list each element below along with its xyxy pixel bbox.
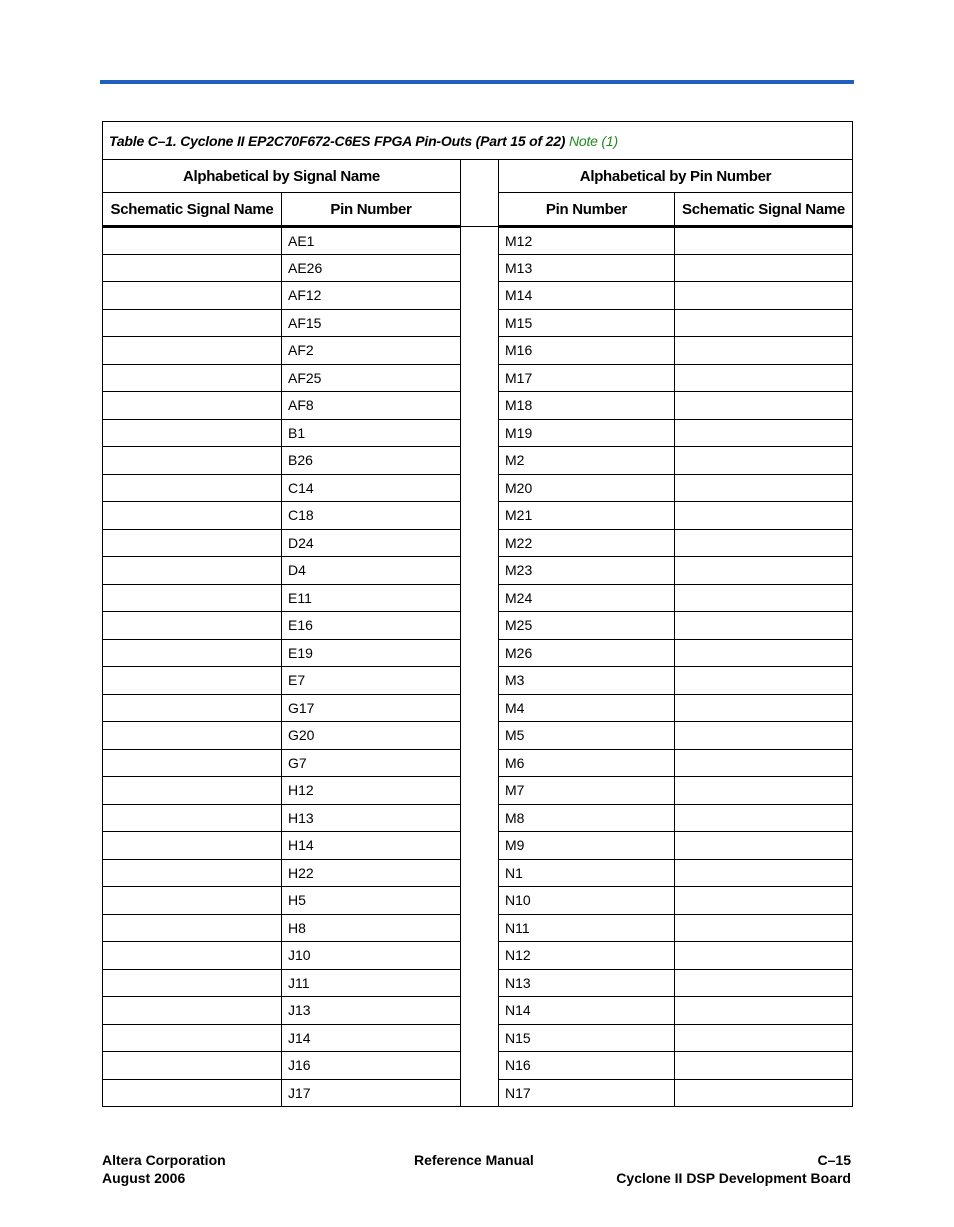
footer-board-name: Cyclone II DSP Development Board [616, 1170, 851, 1186]
right-signal-cell [675, 474, 853, 502]
pinout-table [102, 121, 853, 1107]
right-signal-cell [675, 722, 853, 750]
left-signal-cell [103, 969, 282, 997]
right-pin-cell: M22 [499, 529, 675, 557]
left-signal-cell [103, 364, 282, 392]
right-signal-cell [675, 1052, 853, 1080]
right-signal-cell [675, 502, 853, 530]
right-signal-cell [675, 282, 853, 310]
left-signal-cell [103, 447, 282, 475]
right-pin-cell: M19 [499, 419, 675, 447]
left-pin-cell: H12 [282, 777, 461, 805]
left-pin-cell: D4 [282, 557, 461, 585]
left-pin-cell: E19 [282, 639, 461, 667]
right-signal-cell [675, 749, 853, 777]
left-signal-cell [103, 254, 282, 282]
footer-company: Altera Corporation [102, 1152, 226, 1168]
left-pin-cell: D24 [282, 529, 461, 557]
col-right-signal-name: Schematic Signal Name [675, 193, 853, 227]
left-pin-cell: B1 [282, 419, 461, 447]
right-signal-cell [675, 584, 853, 612]
right-signal-cell [675, 364, 853, 392]
left-pin-cell: J14 [282, 1024, 461, 1052]
right-signal-cell [675, 337, 853, 365]
right-signal-cell [675, 1079, 853, 1107]
left-signal-cell [103, 722, 282, 750]
left-signal-cell [103, 309, 282, 337]
col-right-pin-number: Pin Number [499, 193, 675, 227]
right-signal-cell [675, 997, 853, 1025]
right-signal-cell [675, 667, 853, 695]
right-pin-cell: M4 [499, 694, 675, 722]
right-pin-cell: M23 [499, 557, 675, 585]
left-signal-cell [103, 859, 282, 887]
right-signal-cell [675, 942, 853, 970]
left-signal-cell [103, 694, 282, 722]
right-signal-cell [675, 254, 853, 282]
right-signal-cell [675, 557, 853, 585]
right-pin-cell: M8 [499, 804, 675, 832]
right-signal-cell [675, 309, 853, 337]
left-pin-cell: E7 [282, 667, 461, 695]
left-signal-cell [103, 557, 282, 585]
left-signal-cell [103, 914, 282, 942]
header-rule [100, 80, 854, 84]
right-pin-cell: N15 [499, 1024, 675, 1052]
right-pin-cell: M2 [499, 447, 675, 475]
right-signal-cell [675, 529, 853, 557]
left-pin-cell: AF2 [282, 337, 461, 365]
left-signal-cell [103, 1052, 282, 1080]
left-pin-cell: J17 [282, 1079, 461, 1107]
right-signal-cell [675, 694, 853, 722]
right-signal-cell [675, 859, 853, 887]
left-pin-cell: E11 [282, 584, 461, 612]
right-pin-cell: N12 [499, 942, 675, 970]
right-signal-cell [675, 777, 853, 805]
left-signal-cell [103, 474, 282, 502]
right-pin-cell: N13 [499, 969, 675, 997]
right-pin-cell: M7 [499, 777, 675, 805]
right-pin-cell: M18 [499, 392, 675, 420]
left-signal-cell [103, 584, 282, 612]
footer-left [102, 1151, 226, 1187]
right-pin-cell: M14 [499, 282, 675, 310]
left-pin-cell: AF25 [282, 364, 461, 392]
right-signal-cell [675, 639, 853, 667]
right-pin-cell: M24 [499, 584, 675, 612]
left-signal-cell [103, 749, 282, 777]
left-pin-cell: H14 [282, 832, 461, 860]
left-pin-cell: J10 [282, 942, 461, 970]
left-pin-cell: H5 [282, 887, 461, 915]
table-title: Table C–1. Cyclone II EP2C70F672-C6ES FPGA Pin-Outs (Part 15 of 22) [109, 132, 566, 149]
left-pin-cell: G17 [282, 694, 461, 722]
left-pin-cell: C14 [282, 474, 461, 502]
left-pin-cell: AF12 [282, 282, 461, 310]
left-pin-cell: J11 [282, 969, 461, 997]
right-pin-cell: N14 [499, 997, 675, 1025]
table-note-link[interactable]: Note (1) [568, 132, 618, 149]
right-pin-cell: M20 [499, 474, 675, 502]
left-signal-cell [103, 419, 282, 447]
left-signal-cell [103, 639, 282, 667]
right-pin-cell: N1 [499, 859, 675, 887]
right-pin-cell: M17 [499, 364, 675, 392]
left-pin-cell: G20 [282, 722, 461, 750]
right-pin-cell: M5 [499, 722, 675, 750]
right-pin-cell: N17 [499, 1079, 675, 1107]
table-caption [103, 122, 853, 160]
right-pin-cell: M12 [499, 227, 675, 255]
right-pin-cell: M6 [499, 749, 675, 777]
column-gap [461, 227, 499, 1107]
left-signal-cell [103, 337, 282, 365]
footer-manual: Reference Manual [414, 1152, 534, 1168]
table-caption-row [103, 122, 853, 160]
right-pin-cell: M3 [499, 667, 675, 695]
footer-center [414, 1151, 534, 1169]
footer-page-number: C–15 [817, 1152, 851, 1168]
left-pin-cell: AF8 [282, 392, 461, 420]
table-row [103, 227, 853, 255]
left-signal-cell [103, 392, 282, 420]
right-signal-cell [675, 419, 853, 447]
left-pin-cell: J13 [282, 997, 461, 1025]
left-signal-cell [103, 942, 282, 970]
right-pin-cell: M15 [499, 309, 675, 337]
column-gap [461, 160, 499, 227]
right-signal-cell [675, 969, 853, 997]
left-signal-cell [103, 887, 282, 915]
left-signal-cell [103, 227, 282, 255]
footer-date: August 2006 [102, 1170, 186, 1186]
left-pin-cell: C18 [282, 502, 461, 530]
right-pin-cell: M21 [499, 502, 675, 530]
left-signal-cell [103, 529, 282, 557]
left-signal-cell [103, 612, 282, 640]
right-pin-cell: M25 [499, 612, 675, 640]
right-signal-cell [675, 887, 853, 915]
left-pin-cell: H22 [282, 859, 461, 887]
right-signal-cell [675, 447, 853, 475]
left-pin-cell: AE26 [282, 254, 461, 282]
right-signal-cell [675, 612, 853, 640]
right-signal-cell [675, 832, 853, 860]
left-pin-cell: E16 [282, 612, 461, 640]
right-signal-cell [675, 804, 853, 832]
left-signal-cell [103, 777, 282, 805]
col-left-signal-name: Schematic Signal Name [103, 193, 282, 227]
left-signal-cell [103, 804, 282, 832]
col-left-pin-number: Pin Number [282, 193, 461, 227]
right-pin-cell: N11 [499, 914, 675, 942]
left-pin-cell: AE1 [282, 227, 461, 255]
right-pin-cell: M9 [499, 832, 675, 860]
left-pin-cell: B26 [282, 447, 461, 475]
left-signal-cell [103, 502, 282, 530]
left-signal-cell [103, 282, 282, 310]
left-signal-cell [103, 997, 282, 1025]
left-signal-cell [103, 667, 282, 695]
left-signal-cell [103, 1024, 282, 1052]
footer-right [616, 1151, 851, 1187]
left-signal-cell [103, 832, 282, 860]
right-signal-cell [675, 227, 853, 255]
right-signal-cell [675, 1024, 853, 1052]
right-pin-cell: M13 [499, 254, 675, 282]
left-pin-cell: H13 [282, 804, 461, 832]
right-signal-cell [675, 392, 853, 420]
left-pin-cell: J16 [282, 1052, 461, 1080]
group-header-by-pin: Alphabetical by Pin Number [499, 160, 853, 193]
left-pin-cell: AF15 [282, 309, 461, 337]
right-pin-cell: M16 [499, 337, 675, 365]
right-pin-cell: M26 [499, 639, 675, 667]
left-signal-cell [103, 1079, 282, 1107]
left-pin-cell: G7 [282, 749, 461, 777]
group-header-row [103, 160, 853, 193]
right-pin-cell: N10 [499, 887, 675, 915]
left-pin-cell: H8 [282, 914, 461, 942]
right-pin-cell: N16 [499, 1052, 675, 1080]
right-signal-cell [675, 914, 853, 942]
group-header-by-signal: Alphabetical by Signal Name [103, 160, 461, 193]
